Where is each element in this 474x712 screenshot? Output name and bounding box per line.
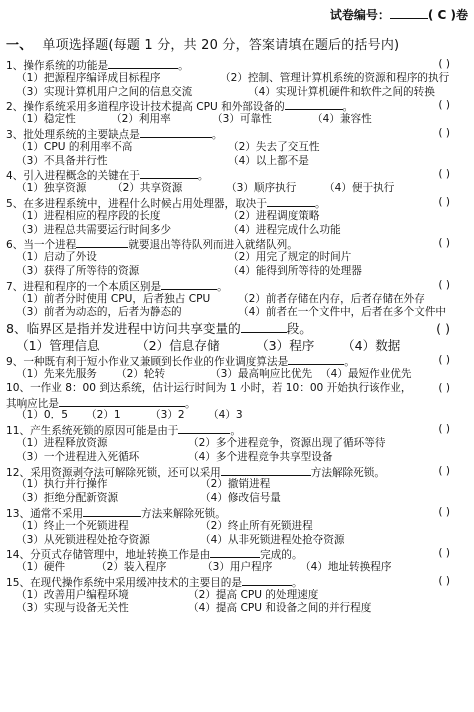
option-row xyxy=(6,293,468,307)
question-stem xyxy=(6,506,468,520)
option-label: （1）前者分时使用 CPU，后者独占 CPU xyxy=(16,292,211,305)
question-stem xyxy=(6,575,468,589)
answer-parentheses[interactable]: ( ) xyxy=(438,195,450,208)
question-stem xyxy=(6,196,468,210)
question-text: 12、采用资源剥夺法可解除死锁，还可以采用 xyxy=(6,466,221,479)
option-label: （1）进程释放资源 xyxy=(16,436,108,449)
question-stem xyxy=(6,547,468,561)
option-label: （3）实现与设备无关性 xyxy=(16,602,129,615)
option-label: （4）能得到所等待的处理器 xyxy=(228,264,362,277)
option-label: （1）把源程序编译成目标程序 xyxy=(16,71,161,84)
option-label: （3）从死锁进程处抢夺资源 xyxy=(16,533,150,546)
answer-blank[interactable] xyxy=(161,279,217,290)
answer-blank[interactable] xyxy=(267,196,315,207)
option-row xyxy=(6,561,468,575)
option-label: （4）兼容性 xyxy=(312,113,372,126)
option-label: （2）共享资源 xyxy=(112,182,183,195)
option-label: （4）进程完成什么功能 xyxy=(228,223,341,236)
answer-parentheses[interactable]: ( ) xyxy=(438,58,450,70)
option-label: （4）最短作业优先 xyxy=(320,367,412,380)
option-row xyxy=(6,409,468,423)
answer-blank[interactable] xyxy=(108,58,178,69)
question-stem xyxy=(6,237,468,251)
question-text-tail: 段。 xyxy=(286,321,312,337)
option-row xyxy=(6,265,468,279)
option-row xyxy=(6,141,468,155)
option-label: （4）地址转换程序 xyxy=(300,561,392,574)
option-row xyxy=(6,368,468,382)
question-item xyxy=(6,237,468,278)
question-text: 4、引入进程概念的关键在于 xyxy=(6,170,140,183)
option-label: （1）独享资源 xyxy=(16,182,87,195)
option-label: （4）数据 xyxy=(342,338,401,354)
question-stem xyxy=(6,423,468,437)
question-item xyxy=(6,127,468,168)
answer-blank[interactable] xyxy=(59,396,185,407)
paper-code-label: 试卷编号： xyxy=(329,8,390,22)
question-text: 9、一种既有利于短小作业又兼顾到长作业的作业调度算法是 xyxy=(6,356,289,368)
question-text-tail: 。 xyxy=(184,397,196,410)
option-label: （3）顺序执行 xyxy=(226,182,297,195)
option-row xyxy=(6,337,468,354)
question-stem xyxy=(6,168,468,182)
answer-blank[interactable] xyxy=(178,423,230,434)
option-row xyxy=(6,534,468,548)
option-label: （3）一个进程进入死循环 xyxy=(16,450,140,463)
option-label: （1）改善用户编程环境 xyxy=(16,588,129,601)
question-text: 6、当一个进程 xyxy=(6,239,77,252)
question-text-tail: 。 xyxy=(344,356,355,368)
option-label: （1）进程相应的程序段的长度 xyxy=(16,209,161,222)
option-label: （1）硬件 xyxy=(16,561,66,574)
option-row xyxy=(6,210,468,224)
option-row xyxy=(6,492,468,506)
option-label: （1）先来先服务 xyxy=(16,367,97,380)
answer-blank[interactable] xyxy=(83,506,141,517)
answer-parentheses[interactable]: ( ) xyxy=(438,278,450,291)
question-item xyxy=(6,168,468,196)
option-label: （2）控制、管理计算机系统的资源和程序的执行 xyxy=(220,71,450,84)
option-label: （3）2 xyxy=(150,409,185,422)
answer-blank[interactable] xyxy=(210,547,260,558)
question-text: 3、批处理系统的主要缺点是 xyxy=(6,128,140,141)
answer-parentheses[interactable]: ( ) xyxy=(436,321,450,337)
option-row xyxy=(6,437,468,451)
question-text: 10、一作业 8：00 到达系统，估计运行时间为 1 小时，若 10：00 开始执行该作业， xyxy=(6,381,412,394)
question-text: 15、在现代操作系统中采用缓冲技术的主要目的是 xyxy=(6,576,242,589)
option-label: （2）轮转 xyxy=(116,367,166,380)
option-label: （1）启动了外设 xyxy=(16,251,97,264)
question-text-tail: 。 xyxy=(217,280,228,293)
option-label: （1）0．5 xyxy=(16,409,69,422)
option-label: （1）管理信息 xyxy=(16,338,100,354)
answer-parentheses[interactable]: ( ) xyxy=(438,574,450,587)
answer-parentheses[interactable]: ( ) xyxy=(438,354,450,367)
answer-parentheses[interactable]: ( ) xyxy=(438,168,450,181)
question-stem xyxy=(6,354,468,368)
option-label: （3）用户程序 xyxy=(202,561,273,574)
option-row xyxy=(6,251,468,265)
question-stem xyxy=(6,99,468,113)
question-item xyxy=(6,354,468,382)
option-row xyxy=(6,589,468,603)
option-label: （1）CPU 的利用率不高 xyxy=(16,140,133,153)
option-label: （2）1 xyxy=(86,409,121,422)
answer-parentheses[interactable]: ( ) xyxy=(438,237,450,250)
question-text: 14、分页式存储管理中，地址转换工作是由 xyxy=(6,549,211,562)
question-item xyxy=(6,99,468,127)
option-row xyxy=(6,86,468,100)
answer-parentheses[interactable]: ( ) xyxy=(438,505,450,518)
option-row xyxy=(6,155,468,169)
option-label: （3）进程总共需要运行时间多少 xyxy=(16,223,172,236)
question-item xyxy=(6,506,468,547)
question-text: 11、产生系统死锁的原因可能是由于 xyxy=(6,425,179,437)
question-item xyxy=(6,196,468,237)
question-text-tail: 方法解除死锁。 xyxy=(310,466,385,479)
option-row xyxy=(6,72,468,86)
option-label: （2）信息存储 xyxy=(136,338,220,354)
question-text: 1、操作系统的功能是 xyxy=(6,60,109,72)
option-label: （2）进程调度策略 xyxy=(228,209,320,222)
question-stem xyxy=(6,127,468,141)
option-label: （4）从非死锁进程处抢夺资源 xyxy=(200,533,345,546)
question-item xyxy=(6,547,468,575)
question-text: 其响应比是 xyxy=(6,397,59,410)
option-label: （4）提高 CPU 和设备之间的并行程度 xyxy=(188,602,372,615)
question-stem xyxy=(6,382,468,396)
option-label: （3）拒绝分配新资源 xyxy=(16,492,119,505)
option-label: （2）利用率 xyxy=(111,113,171,126)
option-label: （4）多个进程竞争共享型设备 xyxy=(188,450,333,463)
option-label: （3）前者为动态的，后者为静态的 xyxy=(16,306,182,319)
option-label: （4）前者在一个文件中，后者在多个文件中 xyxy=(238,306,447,319)
option-label: （1）稳定性 xyxy=(16,113,76,126)
option-row xyxy=(6,113,468,127)
question-text-tail: 。 xyxy=(315,197,326,210)
option-label: （2）前者存储在内存，后者存储在外存 xyxy=(238,292,425,305)
question-item xyxy=(6,382,468,423)
question-text: 2、操作系统采用多道程序设计技术提高 CPU 和外部设备的 xyxy=(6,101,285,114)
option-row xyxy=(6,306,468,320)
option-row xyxy=(6,451,468,465)
answer-blank[interactable] xyxy=(140,127,212,138)
option-label: （4）修改信号量 xyxy=(200,492,281,505)
option-label: （3）获得了所等待的资源 xyxy=(16,264,140,277)
answer-parentheses[interactable]: ( ) xyxy=(438,464,450,477)
paper-code-value: ( C ) xyxy=(427,8,456,22)
option-label: （2）撤销进程 xyxy=(200,478,271,491)
answer-blank[interactable] xyxy=(288,354,344,365)
question-text-tail: 完成的。 xyxy=(260,549,303,562)
option-label: （1）终止一个死锁进程 xyxy=(16,519,129,532)
question-item xyxy=(6,575,468,616)
question-stem xyxy=(6,279,468,293)
question-text-tail: 。 xyxy=(197,170,209,183)
question-text-tail: 。 xyxy=(211,128,223,141)
section-title: 单项选择题(每题 1 分，共 20 分，答案请填在题后的括号内) xyxy=(42,38,400,53)
option-label: （3）程序 xyxy=(256,338,315,354)
question-item xyxy=(6,58,468,99)
paper-code-blank xyxy=(390,7,428,19)
option-label: （2）多个进程竞争，资源出现了循环等待 xyxy=(188,436,386,449)
answer-blank[interactable] xyxy=(140,168,198,179)
option-row xyxy=(6,478,468,492)
answer-blank[interactable] xyxy=(76,237,128,248)
section-number: 一、 xyxy=(6,38,33,53)
question-text-tail: 。 xyxy=(230,425,241,437)
answer-parentheses[interactable]: ( ) xyxy=(438,547,450,560)
question-text-tail: 。 xyxy=(342,101,354,114)
answer-parentheses[interactable]: ( ) xyxy=(438,99,450,112)
section-heading xyxy=(6,34,399,53)
answer-parentheses[interactable]: ( ) xyxy=(438,381,450,394)
option-label: （4）3 xyxy=(208,409,243,422)
question-text: 7、进程和程序的一个本质区别是 xyxy=(6,280,162,293)
question-stem xyxy=(6,396,468,410)
option-label: （2）提高 CPU 的处理速度 xyxy=(188,588,319,601)
question-text: 8、临界区是指并发进程中访问共享变量的 xyxy=(6,321,241,337)
question-text: 13、通常不采用 xyxy=(6,507,84,520)
question-stem xyxy=(6,465,468,479)
question-text-tail: 。 xyxy=(291,576,303,589)
answer-blank[interactable] xyxy=(241,322,287,333)
question-text-tail: 就要退出等待队列而进入就绪队列。 xyxy=(128,239,298,252)
option-row xyxy=(6,602,468,616)
option-label: （3）实现计算机用户之间的信息交流 xyxy=(16,85,193,98)
option-label: （1）执行并行操作 xyxy=(16,478,108,491)
paper-code-header xyxy=(330,6,468,23)
option-label: （2）失去了交互性 xyxy=(228,140,320,153)
answer-blank[interactable] xyxy=(221,465,311,476)
question-item xyxy=(6,279,468,320)
option-row xyxy=(6,520,468,534)
answer-parentheses[interactable]: ( ) xyxy=(438,423,450,436)
question-list xyxy=(6,58,468,616)
option-label: （2）用完了规定的时间片 xyxy=(228,251,352,264)
question-stem xyxy=(6,58,468,72)
option-label: （2）终止所有死锁进程 xyxy=(200,519,313,532)
paper-code-suffix: 卷 xyxy=(455,8,468,22)
option-label: （4）以上都不是 xyxy=(228,154,309,167)
question-stem xyxy=(6,320,468,337)
option-row xyxy=(6,224,468,238)
option-label: （2）装入程序 xyxy=(96,561,167,574)
question-item xyxy=(6,320,468,354)
option-label: （3）最高响应比优先 xyxy=(210,367,313,380)
answer-blank[interactable] xyxy=(242,575,292,586)
question-text: 5、在多进程系统中，进程什么时候占用处理器，取决于 xyxy=(6,197,267,210)
question-item xyxy=(6,465,468,506)
answer-parentheses[interactable]: ( ) xyxy=(438,126,450,139)
option-label: （4）实现计算机硬件和软件之间的转换 xyxy=(248,85,435,98)
question-text-tail: 方法来解除死锁。 xyxy=(141,507,226,520)
option-label: （3）可靠性 xyxy=(212,113,272,126)
question-item xyxy=(6,423,468,464)
answer-blank[interactable] xyxy=(285,99,343,110)
option-label: （3）不具备并行性 xyxy=(16,154,108,167)
option-label: （4）便于执行 xyxy=(324,182,395,195)
option-row xyxy=(6,182,468,196)
question-text-tail: 。 xyxy=(178,60,189,72)
